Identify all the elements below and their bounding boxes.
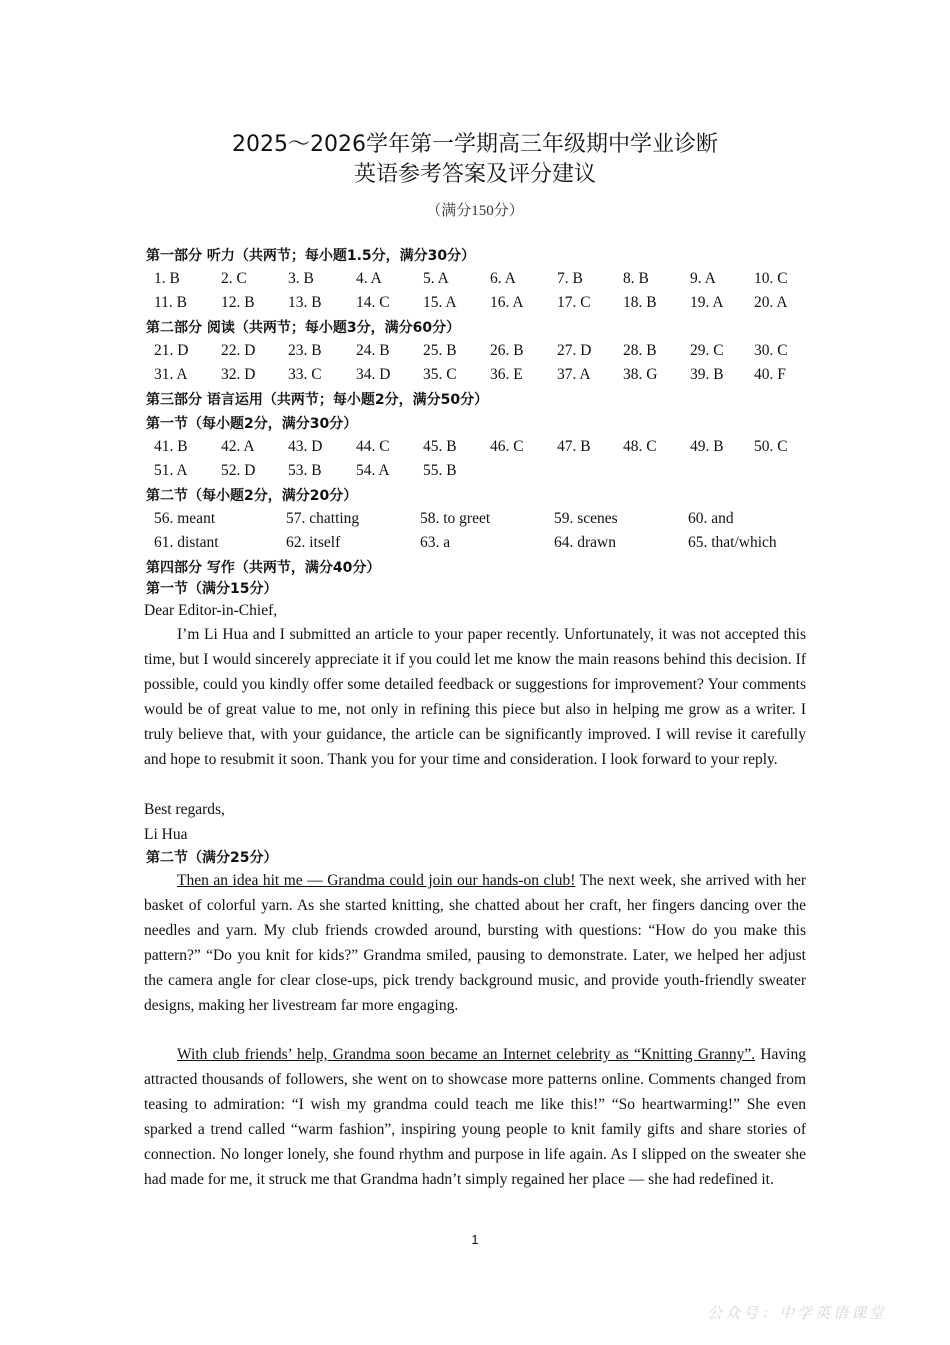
continuation-paragraph-1 [144,869,806,1018]
answer-item: 25. B [423,342,457,359]
answer-item: 20. A [754,294,788,311]
answer-item: 51. A [154,462,188,479]
letter-signature: Li Hua [144,826,188,843]
answer-item: 39. B [690,366,724,383]
answer-item: 35. C [423,366,457,383]
answer-item: 58. to greet [420,510,491,527]
letter-body: I’m Li Hua and I submitted an article to your paper recently. Unfortunately, it was not accepted this time, but I would sincerely appreciate it if you could let me know the main reasons behind this decision. If possible, could you kindly offer some detailed feedback or suggestions for improvement? Your comments would be of great value to me, not only in refining this piece but also in helping me grow as a writer. I truly believe that, with your guidance, the article can be significantly improved. I will revise it carefully and hope to resubmit it soon. Thank you for your time and consideration. I look forward to your reply. [144,626,806,768]
letter-closing: Best regards, [144,801,225,818]
answer-item: 33. C [288,366,322,383]
continuation-paragraph-2 [144,1043,806,1192]
answer-item: 36. E [490,366,523,383]
watermark: 公众号：中学英语课堂 [707,1304,888,1322]
answer-item: 19. A [690,294,724,311]
answer-item: 60. and [688,510,734,527]
answer-item: 32. D [221,366,256,383]
answer-item: 8. B [623,270,649,287]
answer-item: 27. D [557,342,592,359]
answer-item: 63. a [420,534,451,551]
answer-item: 7. B [557,270,583,287]
answer-item: 41. B [154,438,188,455]
answer-item: 44. C [356,438,390,455]
answer-item: 48. C [623,438,657,455]
answer-item: 37. A [557,366,591,383]
answer-row [146,462,806,482]
answer-key-title: 英语参考答案及评分建议 [353,162,596,187]
answer-item: 6. A [490,270,516,287]
answer-item: 61. distant [154,534,219,551]
total-score: （满分150分） [426,203,524,219]
answer-item: 46. C [490,438,524,455]
answer-item: 42. A [221,438,255,455]
part3-section1-heading: 第一节（每小题2分，满分30分） [146,416,358,432]
answer-item: 55. B [423,462,457,479]
answer-item: 52. D [221,462,256,479]
given-opening-sentence: Then an idea hit me — Grandma could join our hands-on club! [177,872,576,889]
answer-item: 64. drawn [554,534,616,551]
answer-item: 11. B [154,294,188,311]
answer-item: 54. A [356,462,390,479]
answer-item: 50. C [754,438,788,455]
answer-item: 24. B [356,342,390,359]
answer-item: 14. C [356,294,390,311]
answer-item: 15. A [423,294,457,311]
paragraph-text: Having attracted thousands of followers, she went on to showcase more patterns online. Comments changed from teasing to admiration: “I wish my grandma could teach me like this!” “So heartwarming!” She even sparked a trend called “warm fashion”, inspiring young people to knit family gifts and share stories of connection. No longer lonely, she found rhythm and purpose in life again. As I slipped on the sweater she had made for me, it struck me that Grandma hadn’t simply regained her place — she had redefined it. [144,1046,806,1188]
answer-item: 43. D [288,438,323,455]
answer-item: 21. D [154,342,189,359]
answer-item: 23. B [288,342,322,359]
answer-item: 18. B [623,294,657,311]
answer-item: 26. B [490,342,524,359]
letter-greeting: Dear Editor-in-Chief, [144,602,278,619]
answer-item: 59. scenes [554,510,618,527]
answer-item: 31. A [154,366,188,383]
part4-section2-heading: 第二节（满分25分） [146,850,278,866]
part4-section1-heading: 第一节（满分15分） [146,581,278,597]
answer-item: 1. B [154,270,180,287]
answer-item: 47. B [557,438,591,455]
part2-heading: 第二部分 阅读（共两节；每小题3分，满分60分） [146,320,461,336]
answer-item: 17. C [557,294,591,311]
exam-title: 2025～2026学年第一学期高三年级期中学业诊断 [232,132,718,157]
answer-row [146,438,806,458]
answer-item: 9. A [690,270,716,287]
answer-row [146,294,806,314]
paragraph-text: The next week, she arrived with her basket of colorful yarn. As she started knitting, she chatted about her craft, her fingers dancing over the needles and yarn. My club friends crowded around, bursting with questions: “How do you make this pattern?” “Do you knit for kids?” Grandma smiled, pausing to demonstrate. Later, we helped her adjust the camera angle for clear close-ups, pick trendy background music, and provide youth-friendly sweater designs, making her livestream far more engaging. [144,872,806,1014]
answer-item: 30. C [754,342,788,359]
answer-item: 45. B [423,438,457,455]
fill-in-row [146,534,806,554]
answer-item: 13. B [288,294,322,311]
part3-section2-heading: 第二节（每小题2分，满分20分） [146,488,358,504]
answer-item: 29. C [690,342,724,359]
answer-item: 40. F [754,366,786,383]
answer-item: 62. itself [286,534,341,551]
answer-row [146,342,806,362]
answer-item: 65. that/which [688,534,777,551]
part4-heading: 第四部分 写作（共两节，满分40分） [146,560,381,576]
answer-item: 34. D [356,366,391,383]
answer-item: 38. G [623,366,658,383]
given-opening-sentence: With club friends’ help, Grandma soon became an Internet celebrity as “Knitting Granny”. [177,1046,756,1063]
answer-item: 10. C [754,270,788,287]
answer-item: 5. A [423,270,449,287]
answer-item: 49. B [690,438,724,455]
answer-item: 4. A [356,270,382,287]
answer-item: 12. B [221,294,255,311]
answer-item: 56. meant [154,510,216,527]
answer-item: 28. B [623,342,657,359]
page-number: 1 [471,1232,479,1247]
answer-item: 2. C [221,270,247,287]
answer-item: 16. A [490,294,524,311]
part3-heading: 第三部分 语言运用（共两节；每小题2分，满分50分） [146,392,489,408]
answer-item: 53. B [288,462,322,479]
part1-heading: 第一部分 听力（共两节；每小题1.5分，满分30分） [146,248,476,264]
answer-item: 22. D [221,342,256,359]
answer-item: 3. B [288,270,314,287]
fill-in-row [146,510,806,530]
answer-row [146,366,806,386]
answer-row [146,270,806,290]
answer-item: 57. chatting [286,510,360,527]
